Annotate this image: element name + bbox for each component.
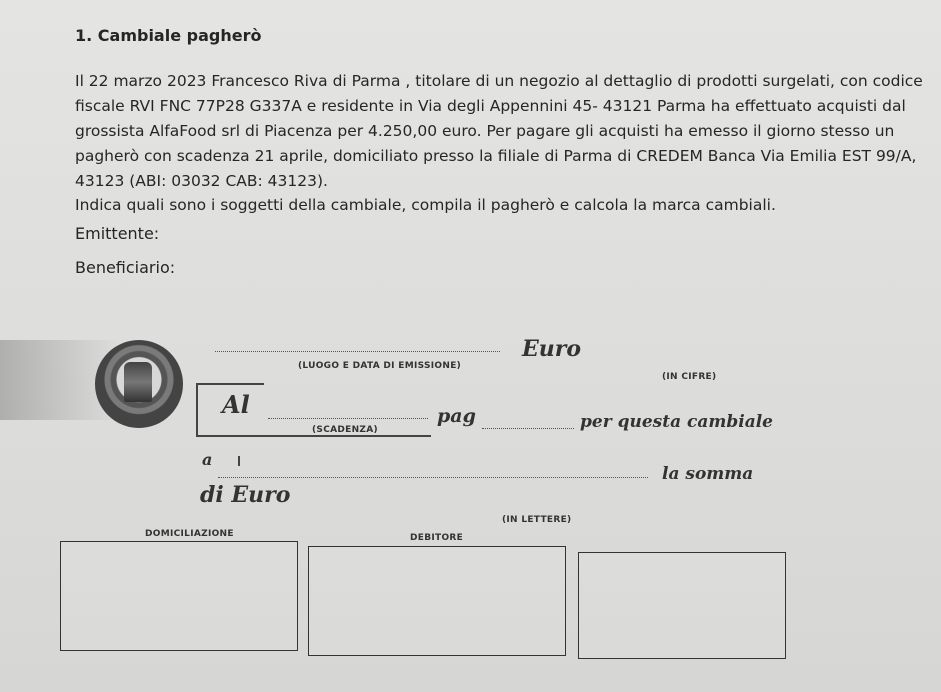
cifre-label: (IN CIFRE) xyxy=(662,372,717,382)
di-euro-word: di Euro xyxy=(200,482,291,508)
scadenza-top-rule xyxy=(196,383,264,385)
paragraph-line-3: grossista AlfaFood srl di Piacenza per 4.250,00 euro. Per pagare gli acquisti ha emesso il giorno stesso un xyxy=(75,122,895,140)
la-somma-word: la somma xyxy=(662,464,754,484)
firma-box[interactable] xyxy=(578,552,786,659)
exercise-title: 1. Cambiale pagherò xyxy=(75,26,262,45)
a-tick xyxy=(238,456,240,466)
paragraph-line-6: Indica quali sono i soggetti della cambiale, compila il pagherò e calcola la marca cambiali. xyxy=(75,196,776,214)
debitore-label: DEBITORE xyxy=(410,533,464,543)
scadenza-left-rule xyxy=(196,383,198,435)
pag-line[interactable] xyxy=(482,428,574,429)
seal-figure xyxy=(124,362,152,402)
paragraph-line-2: fiscale RVI FNC 77P28 G337A e residente in Via degli Appennini 45- 43121 Parma ha effettuato acquisti dal xyxy=(75,97,906,115)
beneficiario-line[interactable] xyxy=(218,477,648,478)
euro-word: Euro xyxy=(522,336,582,362)
pag-word: pag xyxy=(437,405,476,427)
per-questa-cambiale-word: per questa cambiale xyxy=(580,412,773,432)
luogo-data-line[interactable] xyxy=(215,351,500,352)
beneficiario-label: Beneficiario: xyxy=(75,258,176,277)
luogo-label: (LUOGO E DATA DI EMISSIONE) xyxy=(298,361,462,371)
a-word: a xyxy=(202,450,213,469)
domiciliazione-label: DOMICILIAZIONE xyxy=(145,529,234,539)
emittente-label: Emittente: xyxy=(75,224,160,243)
scadenza-label: (SCADENZA) xyxy=(312,425,378,435)
paragraph-line-4: pagherò con scadenza 21 aprile, domiciliato presso la filiale di Parma di CREDEM Banca Via Emilia EST 99/A, xyxy=(75,147,917,165)
lettere-label: (IN LETTERE) xyxy=(502,515,572,525)
scadenza-bottom-rule xyxy=(196,435,431,437)
paragraph-line-5: 43123 (ABI: 03032 CAB: 43123). xyxy=(75,172,328,190)
domiciliazione-box[interactable] xyxy=(60,541,298,651)
al-word: Al xyxy=(222,390,250,419)
debitore-box[interactable] xyxy=(308,546,566,656)
scadenza-line[interactable] xyxy=(268,418,428,419)
paragraph-line-1: Il 22 marzo 2023 Francesco Riva di Parma , titolare di un negozio al dettaglio di prodotti surgelati, con codice xyxy=(75,72,923,90)
